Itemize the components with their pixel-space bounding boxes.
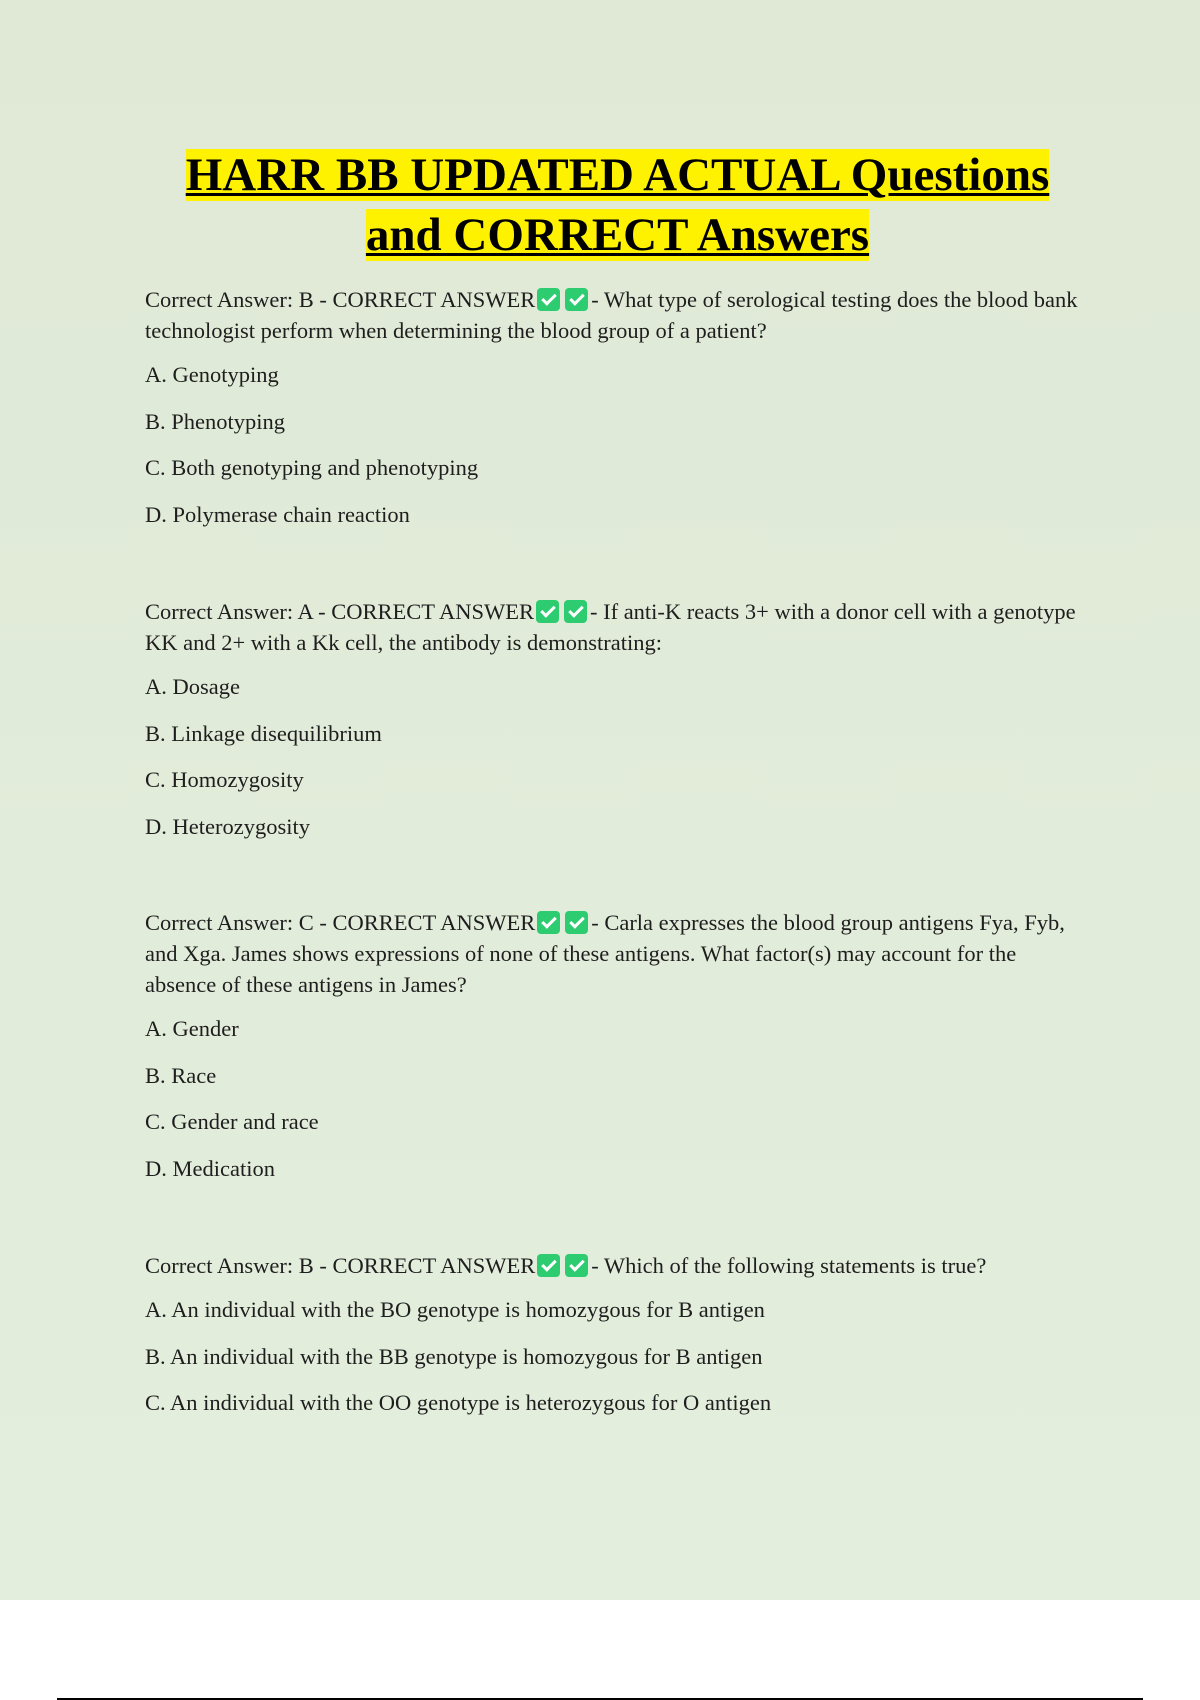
option-c: C. Both genotyping and phenotyping [145,455,479,480]
question-block-1 [145,284,1080,545]
option-b: B. Phenotyping [145,408,286,434]
answer-prefix: Correct Answer: B - CORRECT ANSWER [145,1253,536,1278]
check-box-icon [565,911,588,934]
check-box-icon [565,288,588,311]
question-text [145,907,1080,1000]
option-c: C. An individual with the OO genotype is heterozygous for O antigen [145,1390,772,1415]
question-text [145,596,1080,658]
option-d: D. Heterozygosity [145,813,310,839]
option-b: B. An individual with the BB genotype is homozygous for B antigen [145,1343,763,1369]
answer-prefix: Correct Answer: C - CORRECT ANSWER [145,910,536,935]
question-text [145,284,1080,346]
question-block-3 [145,907,1080,1199]
option-a: A. An individual with the BO genotype is homozygous for B antigen [145,1297,765,1322]
option-c: C. Homozygosity [145,767,304,792]
check-box-icon [536,600,559,623]
answer-prefix: Correct Answer: A - CORRECT ANSWER [145,599,534,624]
check-box-icon [565,1254,588,1277]
check-box-icon [564,600,587,623]
option-a: A. Genotyping [145,362,279,387]
document-title [130,145,1105,265]
option-d: D. Medication [145,1155,275,1181]
title-line-2: and CORRECT Answers [365,209,870,261]
option-d: D. Polymerase chain reaction [145,501,410,527]
option-b: B. Race [145,1062,217,1088]
option-c: C. Gender and race [145,1109,319,1134]
check-box-icon [537,288,560,311]
option-a: A. Gender [145,1016,239,1041]
question-body: - If anti-K reacts 3+ with a donor cell with a genotype KK and 2+ with a Kk cell, the antibody is demonstrating: [145,599,1076,655]
answer-prefix: Correct Answer: B - CORRECT ANSWER [145,287,536,312]
title-line-1: HARR BB UPDATED ACTUAL Questions [185,149,1050,201]
option-b: B. Linkage disequilibrium [145,720,382,746]
question-body: - Carla expresses the blood group antigens Fya, Fyb, and Xga. James shows expressions of none of these antigens. What factor(s) may account for the absence of these antigens in James? [145,910,1065,997]
question-body: - What type of serological testing does the blood bank technologist perform when determining the blood group of a patient? [145,287,1078,343]
option-a: A. Dosage [145,674,240,699]
question-text [145,1250,1080,1281]
check-box-icon [537,911,560,934]
question-body: - Which of the following statements is true? [591,1253,987,1278]
question-block-4 [145,1250,1080,1434]
check-box-icon [537,1254,560,1277]
question-block-2 [145,596,1080,857]
